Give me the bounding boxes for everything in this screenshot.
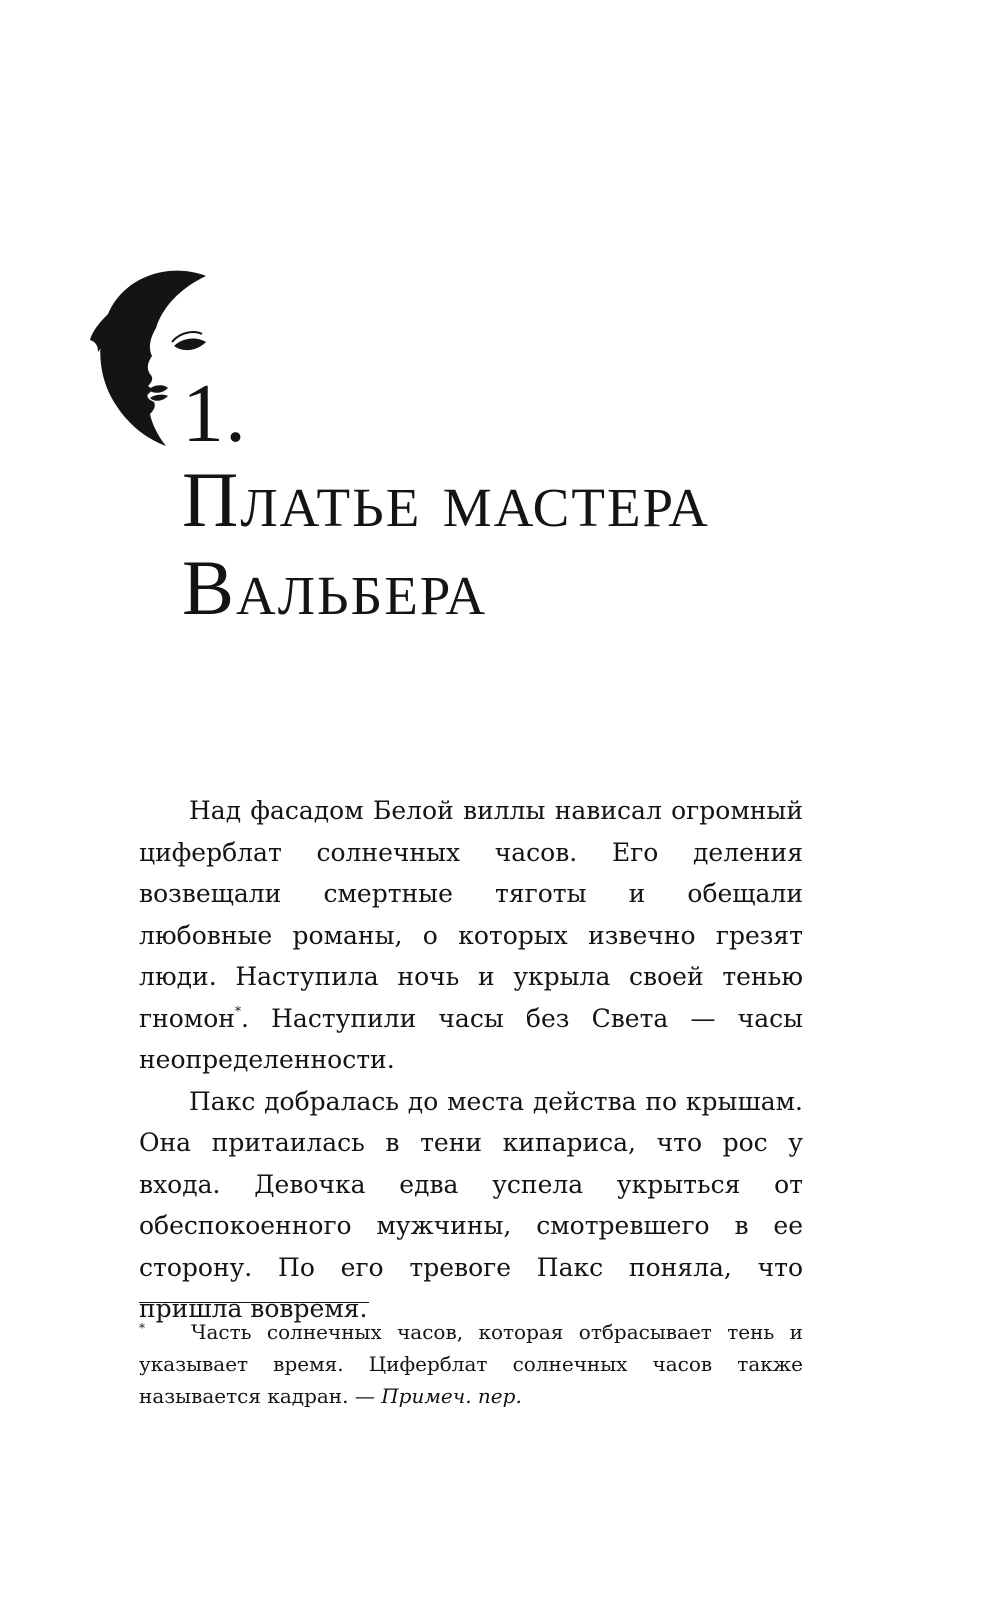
chapter-title-line-1: Платье мастера — [182, 456, 710, 543]
footnote-marker: * — [139, 1321, 145, 1335]
footnote-divider — [139, 1302, 369, 1303]
chapter-title-line-2: Вальбера — [182, 544, 488, 631]
chapter-number: 1. — [182, 367, 247, 460]
footnote-reference[interactable]: * — [234, 1003, 241, 1018]
paragraph-1-text-end: . Наступили часы без Света — часы неопределенности. — [139, 1003, 803, 1074]
paragraph-1 — [139, 790, 803, 1081]
footnote-text-block — [139, 1316, 803, 1412]
footnote — [139, 1316, 803, 1412]
chapter-body — [139, 790, 803, 1330]
paragraph-1-text-start: Над фасадом Белой виллы нависал огромный циферблат солнечных часов. Его деления возвещали смертные тяготы и обещали любовные романы, о которых извечно грезят люди. Наступила ночь и укрыла своей тенью гномон — [139, 796, 803, 1033]
footnote-text: Часть солнечных часов, которая отбрасывает тень и указывает время. Циферблат солнечных часов также называется кадран. — — [139, 1320, 803, 1408]
paragraph-2: Пакс добралась до места действа по крышам. Она притаилась в тени кипариса, что рос у входа. Девочка едва успела укрыться от обеспокоенного мужчины, смотревшего в ее сторону. По его тревоге Пакс поняла, что пришла вовремя. — [139, 1086, 803, 1323]
chapter-title — [182, 456, 942, 632]
footnote-attribution: Примеч. пер. — [381, 1384, 522, 1408]
